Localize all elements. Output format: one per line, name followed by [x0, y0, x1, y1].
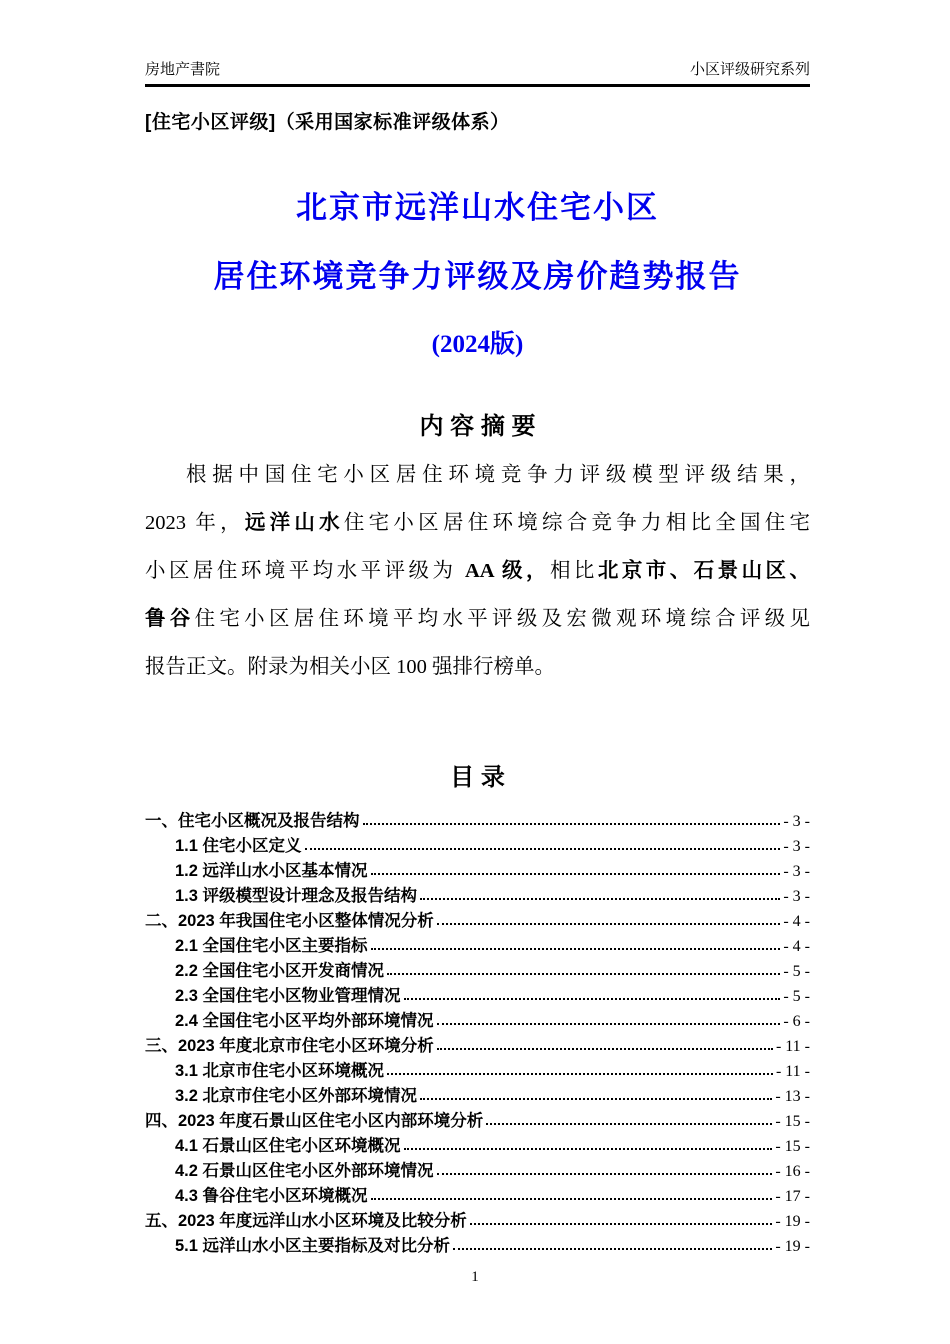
- toc-dot-leader: [371, 1198, 773, 1200]
- toc-dot-leader: [453, 1248, 772, 1250]
- toc-dot-leader: [371, 873, 781, 875]
- toc-entry[interactable]: [145, 1156, 810, 1181]
- toc-entry-page: - 15 -: [775, 1113, 810, 1130]
- toc-entry-page: - 13 -: [775, 1088, 810, 1105]
- abstract-bold-text: AA 级，: [464, 560, 550, 582]
- toc-entry-title: 2.4 全国住宅小区平均外部环境情况: [175, 1012, 434, 1030]
- toc-entry-title: 四、2023 年度石景山区住宅小区内部环境分析: [145, 1112, 484, 1130]
- toc-dot-leader: [404, 1148, 773, 1150]
- header-left-text: 房地产書院: [145, 61, 221, 78]
- abstract-text: 小区居住环境平均水平评级为: [145, 560, 465, 582]
- toc-entry[interactable]: [145, 1131, 810, 1156]
- abstract-text: 2023 年，: [145, 512, 245, 534]
- toc-entry[interactable]: [145, 1181, 810, 1206]
- report-title-line1: 北京市远洋山水住宅小区: [296, 190, 659, 225]
- toc-dot-leader: [404, 998, 781, 1000]
- toc-entry[interactable]: [145, 956, 810, 981]
- toc-entry-title: 二、2023 年我国住宅小区整体情况分析: [145, 912, 434, 930]
- toc-list: [145, 806, 810, 1256]
- toc-entry-page: - 11 -: [775, 1038, 810, 1055]
- toc-entry[interactable]: [145, 931, 810, 956]
- toc-entry-title: 2.1 全国住宅小区主要指标: [175, 937, 368, 955]
- abstract-line: [145, 499, 810, 547]
- rating-system-note: [住宅小区评级]（采用国家标准评级体系）: [145, 112, 510, 133]
- toc-entry-page: - 5 -: [783, 963, 810, 980]
- toc-entry[interactable]: [145, 1231, 810, 1256]
- toc-dot-leader: [387, 973, 780, 975]
- toc-dot-leader: [363, 823, 781, 825]
- toc-entry-page: - 19 -: [775, 1213, 810, 1230]
- toc-dot-leader: [305, 848, 781, 850]
- toc-entry-page: - 4 -: [783, 913, 810, 930]
- toc-entry-title: 3.1 北京市住宅小区环境概况: [175, 1062, 385, 1080]
- toc-entry-title: 三、2023 年度北京市住宅小区环境分析: [145, 1037, 434, 1055]
- toc-entry-title: 2.3 全国住宅小区物业管理情况: [175, 987, 401, 1005]
- abstract-text: 根据中国住宅小区居住环境竞争力评级模型评级结果，: [186, 464, 810, 486]
- toc-entry[interactable]: [145, 856, 810, 881]
- toc-entry[interactable]: [145, 831, 810, 856]
- page-number: 1: [471, 1269, 479, 1285]
- abstract-bold-text: 鲁谷: [145, 608, 195, 630]
- abstract-body: [145, 451, 810, 691]
- toc-dot-leader: [486, 1123, 772, 1125]
- toc-entry-title: 2.2 全国住宅小区开发商情况: [175, 962, 385, 980]
- toc-heading: 目 录: [450, 764, 505, 791]
- toc-entry[interactable]: [145, 1031, 810, 1056]
- toc-entry-title: 五、2023 年度远洋山水小区环境及比较分析: [145, 1212, 467, 1230]
- abstract-line: [145, 451, 810, 499]
- toc-entry-title: 一、住宅小区概况及报告结构: [145, 812, 360, 830]
- page-header: [145, 0, 810, 87]
- abstract-line: [145, 547, 810, 595]
- toc-entry-page: - 4 -: [783, 938, 810, 955]
- toc-entry-title: 4.3 鲁谷住宅小区环境概况: [175, 1187, 368, 1205]
- toc-entry[interactable]: [145, 1006, 810, 1031]
- toc-entry-page: - 3 -: [783, 813, 810, 830]
- toc-dot-leader: [387, 1073, 773, 1075]
- toc-dot-leader: [420, 898, 780, 900]
- abstract-bold-text: 远洋山水: [244, 512, 344, 534]
- toc-entry[interactable]: [145, 1081, 810, 1106]
- toc-entry[interactable]: [145, 881, 810, 906]
- toc-dot-leader: [420, 1098, 772, 1100]
- toc-entry-page: - 5 -: [783, 988, 810, 1005]
- abstract-line: [145, 643, 810, 691]
- toc-entry[interactable]: [145, 1106, 810, 1131]
- toc-dot-leader: [371, 948, 781, 950]
- toc-entry[interactable]: [145, 806, 810, 831]
- toc-dot-leader: [437, 1048, 773, 1050]
- abstract-heading: 内 容 摘 要: [419, 413, 536, 440]
- toc-entry-title: 1.1 住宅小区定义: [175, 837, 302, 855]
- abstract-text: 住宅小区居住环境平均水平评级及宏微观环境综合评级见: [194, 608, 810, 630]
- toc-entry-page: - 3 -: [783, 888, 810, 905]
- page-content: [145, 0, 810, 1256]
- abstract-line: [145, 595, 810, 643]
- toc-entry-page: - 3 -: [783, 838, 810, 855]
- abstract-text: 相比: [549, 560, 598, 582]
- header-right-text: 小区评级研究系列: [689, 61, 810, 78]
- abstract-bold-text: 北京市、石景山区、: [597, 560, 811, 582]
- toc-entry-title: 4.2 石景山区住宅小区外部环境情况: [175, 1162, 434, 1180]
- toc-entry-title: 4.1 石景山区住宅小区环境概况: [175, 1137, 401, 1155]
- toc-entry-page: - 19 -: [775, 1238, 810, 1255]
- toc-dot-leader: [470, 1223, 773, 1225]
- toc-entry-title: 1.3 评级模型设计理念及报告结构: [175, 887, 418, 905]
- toc-entry-title: 3.2 北京市住宅小区外部环境情况: [175, 1087, 418, 1105]
- toc-entry[interactable]: [145, 1206, 810, 1231]
- toc-dot-leader: [437, 1173, 773, 1175]
- report-title-line2: 居住环境竞争力评级及房价趋势报告: [213, 259, 742, 294]
- toc-entry-page: - 15 -: [775, 1138, 810, 1155]
- toc-entry-page: - 11 -: [775, 1063, 810, 1080]
- report-edition: (2024版): [431, 331, 524, 358]
- toc-entry-page: - 6 -: [783, 1013, 810, 1030]
- toc-entry[interactable]: [145, 906, 810, 931]
- toc-entry-title: 5.1 远洋山水小区主要指标及对比分析: [175, 1237, 451, 1255]
- toc-entry[interactable]: [145, 981, 810, 1006]
- toc-dot-leader: [437, 923, 781, 925]
- toc-entry-page: - 16 -: [775, 1163, 810, 1180]
- toc-entry-page: - 17 -: [775, 1188, 810, 1205]
- abstract-text: 住宅小区居住环境综合竞争力相比全国住宅: [343, 512, 811, 534]
- report-title-block: [145, 182, 810, 360]
- toc-entry-title: 1.2 远洋山水小区基本情况: [175, 862, 368, 880]
- abstract-text: 报告正文。附录为相关小区 100 强排行榜单。: [145, 656, 555, 678]
- toc-entry-page: - 3 -: [783, 863, 810, 880]
- toc-dot-leader: [437, 1023, 781, 1025]
- toc-entry[interactable]: [145, 1056, 810, 1081]
